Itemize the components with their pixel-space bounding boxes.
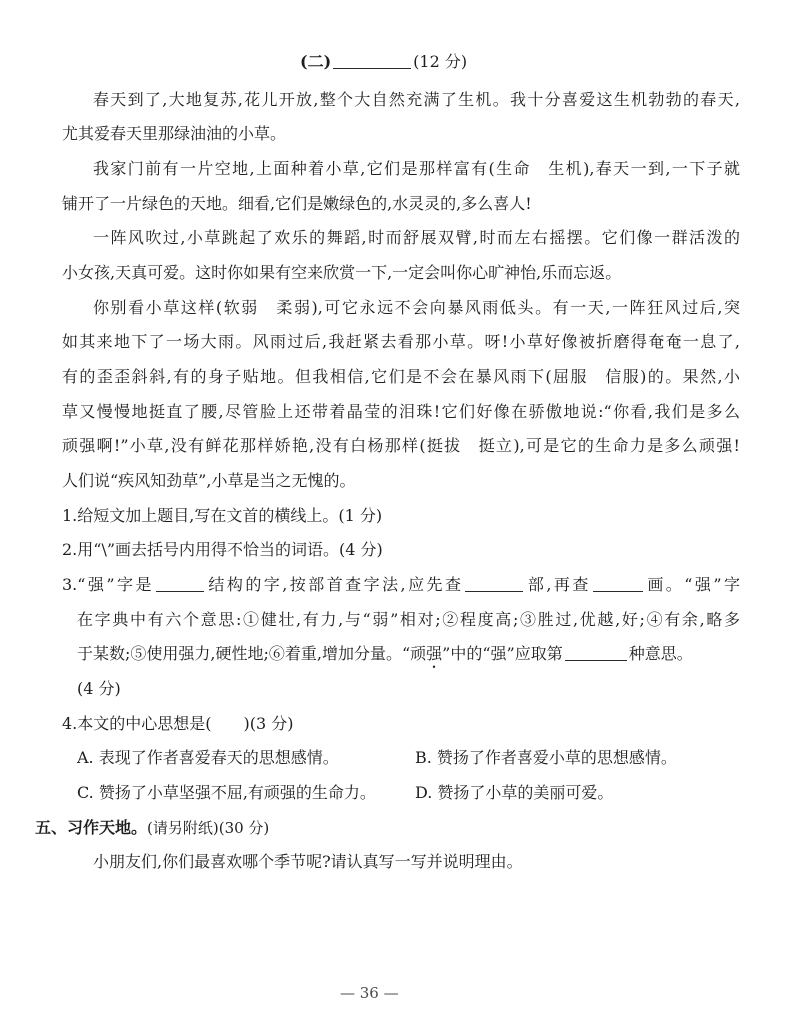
passage-line: 尤其爱春天里那绿油油的小草。	[62, 124, 287, 144]
passage-line: 顽强啊!”小草,没有鲜花那样娇艳,没有白杨那样(挺拔 挺立),可是它的生命力是多么顽强!	[62, 436, 740, 456]
answer-blank	[156, 577, 204, 592]
question-4	[62, 707, 740, 811]
section-title	[300, 50, 467, 74]
questions	[62, 499, 740, 811]
title-answer-blank	[333, 54, 411, 69]
answer-blank	[465, 577, 523, 592]
passage-line: 小女孩,天真可爱。这时你如果有空来欣赏一下,一定会叫你心旷神怡,乐而忘返。	[62, 263, 622, 283]
question-3	[62, 568, 740, 707]
passage-line: 铺开了一片绿色的天地。细看,它们是嫩绿色的,水灵灵的,多么喜人!	[62, 193, 532, 213]
paragraph-4	[62, 291, 740, 499]
section-5	[35, 811, 740, 880]
question-text: 结构的字,按部首查字法,应先查	[205, 575, 464, 595]
section-5-heading	[35, 811, 740, 846]
passage-line: 我家门前有一片空地,上面种着小草,它们是那样富有(生命 生机),春天一到,一下子就	[93, 159, 740, 178]
section-note: (请另附纸)(30 分)	[147, 818, 270, 837]
passage	[62, 83, 740, 499]
section-points: (12 分)	[413, 52, 468, 71]
emphasized-character: 强	[426, 644, 443, 664]
section-label: (二)	[300, 52, 332, 71]
content	[35, 83, 740, 880]
paragraph-2	[62, 152, 740, 221]
writing-prompt: 小朋友们,你们最喜欢哪个季节呢?请认真写一写并说明理由。	[93, 852, 523, 872]
paragraph-3	[62, 221, 740, 290]
passage-line: 你别看小草这样(软弱 柔弱),可它永远不会向暴风雨低头。有一天,一阵狂风过后,突	[93, 297, 740, 317]
question-1: 1.给短文加上题目,写在文首的横线上。(1 分)	[62, 505, 383, 525]
question-3-line-3	[62, 637, 740, 672]
option-a: A. 表现了作者喜爱春天的思想感情。	[77, 748, 339, 768]
question-4-stem: 4.本文的中心思想是( )(3 分)	[62, 713, 294, 733]
option-row	[62, 776, 740, 811]
passage-line: 春天到了,大地复苏,花儿开放,整个大自然充满了生机。我十分喜爱这生机勃勃的春天,	[93, 89, 740, 109]
passage-line: 一阵风吹过,小草跳起了欢乐的舞蹈,时而舒展双臂,时而左右摇摆。它们像一群活泼的	[93, 228, 740, 248]
question-text: 于某数;⑤使用强力,硬性地;⑥着重,增加分量。“顽	[77, 644, 427, 664]
question-points: (4 分)	[77, 679, 121, 699]
question-3-line-1	[62, 568, 740, 603]
passage-line: 人们说“疾风知劲草”,小草是当之无愧的。	[62, 471, 356, 491]
question-3-line-2: 在字典中有六个意思:①健壮,有力,与“弱”相对;②程度高;③胜过,优越,好;④有余,略多	[77, 609, 740, 629]
option-b: B. 赞扬了作者喜爱小草的思想感情。	[415, 748, 677, 768]
passage-line: 有的歪歪斜斜,有的身子贴地。但我相信,它们是不会在暴风雨下(屈服 信服)的。果然,小	[62, 367, 740, 387]
answer-blank	[593, 577, 643, 592]
option-c: C. 赞扬了小草坚强不屈,有顽强的生命力。	[77, 783, 376, 803]
section-heading: 五、习作天地。	[35, 817, 148, 837]
question-text: ”中的“强”应取第	[442, 644, 563, 664]
page-number: — 36 —	[340, 984, 399, 1002]
question-text: 种意思。	[628, 644, 693, 664]
option-row	[62, 741, 740, 776]
passage-line: 如其来地下了一场大雨。风雨过后,我赶紧去看那小草。呀!小草好像被折磨得奄奄一息了,	[62, 332, 740, 352]
question-text: 部,再查	[525, 575, 591, 595]
option-d: D. 赞扬了小草的美丽可爱。	[415, 783, 614, 803]
passage-line: 草又慢慢地挺直了腰,尽管脸上还带着晶莹的泪珠!它们好像在骄傲地说:“你看,我们是多么	[62, 401, 740, 421]
question-2: 2.用“\”画去括号内用得不恰当的词语。(4 分)	[62, 540, 383, 560]
question-text: 3.“强”字是	[62, 575, 154, 595]
paragraph-1	[62, 83, 740, 152]
answer-blank	[565, 646, 627, 661]
question-text: 画。“强”字	[644, 575, 740, 595]
